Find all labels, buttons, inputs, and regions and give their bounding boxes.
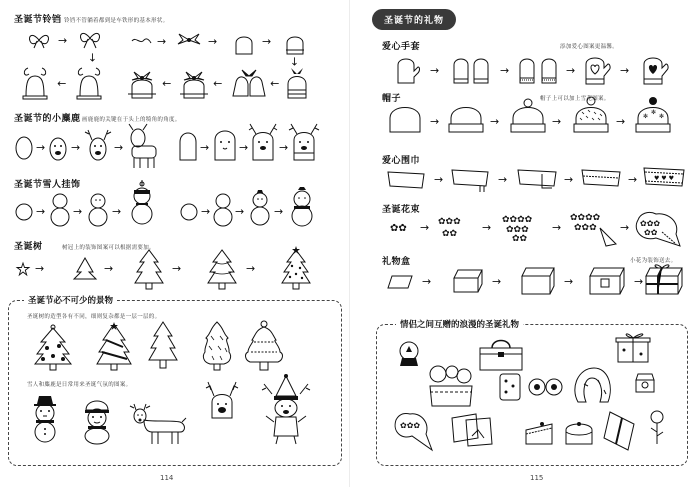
scenery-note-trees: 圣诞树的造型各有不同，细则复杂都是一层一层的。 [27,314,161,320]
section-title-trees: 圣诞树 [14,242,43,252]
svg-text:✿✿✿✿: ✿✿✿✿ [502,215,533,225]
snowman-hat-icon [28,396,62,442]
candy-cake-icon [426,364,476,408]
bow-icon [79,30,101,48]
reindeer-santa-hat-icon [262,376,312,446]
circle-icon [180,203,198,221]
arrow: → [564,173,574,186]
svg-text:✿✿✿: ✿✿✿ [400,421,421,430]
flowers-icon [390,222,414,232]
page-number-right: 115 [530,474,544,482]
arrow: → [36,205,46,218]
arrow: → [490,115,500,128]
arrow: → [552,221,562,234]
arrow: → [434,173,444,186]
arrow: → [35,262,45,275]
arrow: → [420,221,430,234]
arrow: → [430,115,440,128]
snowman-icon [213,192,233,226]
ring-box-icon [632,370,658,394]
arrow: → [564,275,574,288]
section-title-hats: 帽子 [382,94,402,104]
arrow: → [239,141,249,154]
long-box-icon [604,410,644,452]
tree-garland-icon [95,322,133,370]
arrow: → [270,77,280,90]
hat-pompom-icon [510,98,546,134]
arrow: → [208,35,218,48]
svg-text:✿✿✿: ✿✿✿ [574,223,597,233]
scarf-icon [386,170,426,190]
arrow: → [500,64,510,77]
snowflake-hat-icon [634,96,672,134]
cake-slice-icon [524,420,554,446]
bell-pair-icon [284,68,310,102]
arrow: → [57,77,67,90]
arrow: → [492,275,502,288]
tree-icon [207,250,237,290]
svg-text:✿✿: ✿✿ [644,228,658,237]
reindeer-body-icon [124,124,160,170]
svg-text:✻: ✻ [643,113,649,120]
arrow: → [86,52,100,63]
scarf-icon [516,168,558,192]
snow-globe-icon [398,340,420,368]
section-title-giftbox: 礼物盒 [382,257,411,267]
reindeer-face-icon [48,136,68,162]
snowman-icon [50,192,70,226]
scarf-icon [580,168,622,192]
decorated-tree-icon [280,246,312,290]
arrow: → [71,141,81,154]
earmuffs-icon [528,372,564,400]
scenery-box-title: 圣诞节必不可少的景物 [24,294,117,306]
svg-text:✿✿✿✿: ✿✿✿✿ [570,213,601,223]
arrow: → [58,34,68,47]
arrow: → [620,64,630,77]
arrow: → [279,141,289,154]
box-icon [452,268,484,294]
wallet-icon [498,372,522,402]
section-title-scarves: 爱心围巾 [382,156,421,166]
knit-hat-icon [572,96,610,134]
box-icon [520,266,556,296]
svg-text:✿✿✿: ✿✿✿ [438,217,461,227]
mitten-icon [392,55,420,85]
heart-mitten-icon [640,54,670,86]
holly-icon [130,36,152,46]
bell-holly-icon [126,70,158,100]
arrow: → [73,205,83,218]
section-title-bouquets: 圣诞花束 [382,205,421,215]
arrow: → [262,35,272,48]
flower-bouquet-icon [392,410,436,452]
star-icon [17,263,29,275]
arrow: → [157,35,167,48]
bell-holly-icon [178,70,210,100]
arrow: → [172,262,182,275]
wrapped-gift-icon [644,262,684,296]
scarf-icon [450,168,490,192]
bow-icon [28,32,50,48]
svg-text:♥ ♥ ♥: ♥ ♥ ♥ [654,175,674,182]
reindeer-antlers-icon [84,126,112,162]
bell-outline-icon [233,32,255,56]
hat-dome-icon [388,104,422,134]
arrow: → [274,205,284,218]
knit-tree-icon [244,320,284,372]
arrow: → [422,275,432,288]
reindeer-walking-icon [130,404,188,446]
arrow: → [162,77,172,90]
bouquet-icon [632,208,684,248]
hat-brim-icon [448,104,484,134]
section-note-mittens: 添加爱心图案更温馨。 [560,44,619,50]
bouquet-icon [570,210,618,246]
arrow: → [201,205,211,218]
svg-text:✿✿✿: ✿✿✿ [640,219,661,228]
section-note-bells: 铃铛不管躺着都到是车铁形的基本形状。 [64,18,169,24]
dome-shape-icon [178,130,198,162]
tree-ornaments-icon [33,324,73,370]
reindeer-icon [248,122,278,162]
gift-box-icon [616,332,650,364]
pine-tree-icon [200,322,234,372]
snowman-beanie-icon [80,398,114,444]
section-title-reindeer: 圣诞节的小麋鹿 [14,114,81,124]
neck-pillow-icon [570,366,614,406]
arrow: → [430,64,440,77]
gift-box-icon [588,264,626,296]
reindeer-head-icon [204,382,240,420]
gifts-box-title: 情侣之间互赠的浪漫的圣诞礼物 [396,318,523,330]
scenery-note-figures: 雪人和麋鹿是日常用来圣诞气氛的图案。 [27,382,132,388]
bell-icon [74,66,104,102]
arrow: → [246,262,256,275]
arrow: → [628,173,638,186]
arrow: → [552,115,562,128]
svg-text:✻: ✻ [659,113,665,120]
svg-text:✿✿: ✿✿ [442,229,458,239]
rose-icon [646,410,668,446]
section-title-snowman: 圣诞节雪人挂饰 [14,180,81,190]
section-title-bells: 圣诞节铃铛 [14,15,62,25]
box-outline-icon [386,274,414,290]
section-note-hats: 帽子上可以加上雪花图案。 [540,96,610,102]
oval-head-icon [15,136,33,160]
flowers-icon [502,212,544,242]
arrow: → [112,205,122,218]
arrow: → [104,262,114,275]
snowman-icon [248,190,272,226]
snowman-ornament-icon [130,180,154,226]
svg-text:✿✿: ✿✿ [390,223,407,234]
section-note-reindeer: 画鹿鹿的关键在于头上的犄角的角度。 [82,117,181,123]
tree-icon [134,250,164,290]
photo-cards-icon [450,412,494,448]
right-page [350,0,700,487]
dome-face-icon [213,128,237,162]
arrow: → [498,173,508,186]
flowers-icon [438,214,474,240]
section-title-mittens: 爱心手套 [382,42,421,52]
page-number-left: 114 [160,474,174,482]
svg-text:✻: ✻ [651,109,657,116]
mitten-pair-icon [452,55,492,85]
arrow: → [36,141,46,154]
arrow: → [235,205,245,218]
arrow: → [566,64,576,77]
arrow: → [200,141,210,154]
simple-tree-icon [148,322,178,370]
snowman-icon [87,192,109,226]
circle-icon [15,203,33,221]
bell-pair-icon [230,68,268,100]
cake-icon [564,420,594,446]
section-note-trees: 树冠上的装饰图案可以根据需要加。 [62,245,155,251]
arrow: → [482,221,492,234]
bell-icon [20,66,50,102]
heart-mitten-icon [582,54,612,86]
heart-scarf-icon [642,166,686,192]
holly-icon [176,30,202,50]
arrow: → [288,56,302,67]
arrow: → [634,275,644,288]
snowman-scarf-icon [288,188,316,228]
arrow: → [616,115,626,128]
mitten-pair-icon [518,55,560,85]
bell-outline-icon [284,32,306,56]
section-note-giftbox: 小花为装饰送去。 [630,258,677,264]
reindeer-icon [288,122,320,162]
arrow: → [213,77,223,90]
chapter-header: 圣诞节的礼物 [372,9,456,30]
arrow: → [620,221,630,234]
handbag-icon [478,338,524,372]
tree-icon [72,258,98,280]
arrow: → [114,141,124,154]
svg-text:✿✿: ✿✿ [512,234,528,244]
svg-text:✿✿✿: ✿✿✿ [506,225,529,235]
